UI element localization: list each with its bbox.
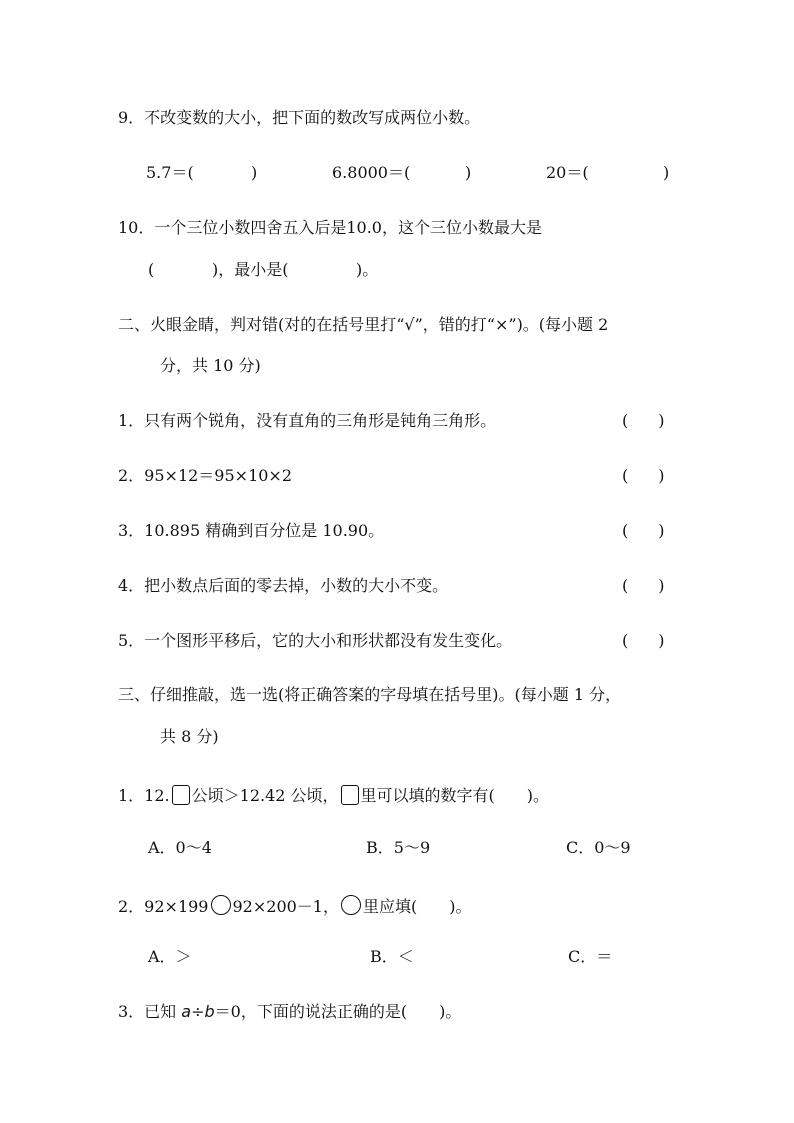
q9-item-2: 6.8000＝( — [332, 163, 411, 182]
section-3-heading-cont: 共 8 分) — [160, 727, 219, 746]
q2-option-b: B．＜ — [370, 947, 414, 966]
section-3-heading: 三、仔细推敲，选一选(将正确答案的字母填在括号里)。(每小题 1 分， — [118, 685, 622, 704]
choice-question-1: 1．12. 公顷＞12.42 公顷， 里可以填的数字有( )。 — [118, 786, 550, 805]
q9-item-3: 20＝( — [546, 163, 589, 182]
q9-item-2-close: ) — [465, 163, 472, 182]
question-10: 10．一个三位小数四舍五入后是10.0，这个三位小数最大是 — [118, 218, 542, 237]
q9-item-1-close: ) — [251, 163, 258, 182]
choice-question-3: 3．已知 a÷b＝0，下面的说法正确的是( )。 — [118, 1002, 462, 1021]
answer-blank-1[interactable]: ( ) — [622, 411, 665, 430]
circle-icon — [341, 895, 361, 915]
q2-option-a: A．＞ — [148, 947, 192, 966]
q1-option-b: B．5～9 — [366, 838, 431, 857]
q10-end: )。 — [356, 260, 379, 279]
q10-mid-text: )，最小是( — [212, 260, 289, 279]
judge-question-4: 4．把小数点后面的零去掉，小数的大小不变。 — [118, 576, 449, 595]
circle-icon — [211, 895, 231, 915]
section-2-heading-cont: 分，共 10 分) — [160, 356, 261, 375]
judge-question-2: 2．95×12＝95×10×2 — [118, 466, 293, 485]
judge-question-5: 5．一个图形平移后，它的大小和形状都没有发生变化。 — [118, 631, 513, 650]
q10-blank-max-open: ( — [148, 260, 155, 279]
section-2-heading: 二、火眼金睛，判对错(对的在括号里打“√”，错的打“×”)。(每小题 2 — [118, 315, 609, 334]
q1-option-a: A．0～4 — [148, 838, 212, 857]
square-box-icon — [172, 785, 190, 805]
choice-question-2: 2．92×199 92×200－1， 里应填( )。 — [118, 897, 472, 916]
question-9: 9．不改变数的大小，把下面的数改写成两位小数。 — [118, 108, 481, 127]
answer-blank-2[interactable]: ( ) — [622, 466, 665, 485]
q2-option-c: C．＝ — [568, 947, 613, 966]
judge-question-3: 3．10.895 精确到百分位是 10.90。 — [118, 521, 385, 540]
q1-option-c: C．0～9 — [566, 838, 631, 857]
q9-item-1: 5.7＝( — [146, 163, 194, 182]
q9-item-3-close: ) — [663, 163, 670, 182]
square-box-icon — [341, 785, 359, 805]
judge-question-1: 1．只有两个锐角，没有直角的三角形是钝角三角形。 — [118, 411, 497, 430]
answer-blank-3[interactable]: ( ) — [622, 521, 665, 540]
answer-blank-4[interactable]: ( ) — [622, 576, 665, 595]
answer-blank-5[interactable]: ( ) — [622, 631, 665, 650]
